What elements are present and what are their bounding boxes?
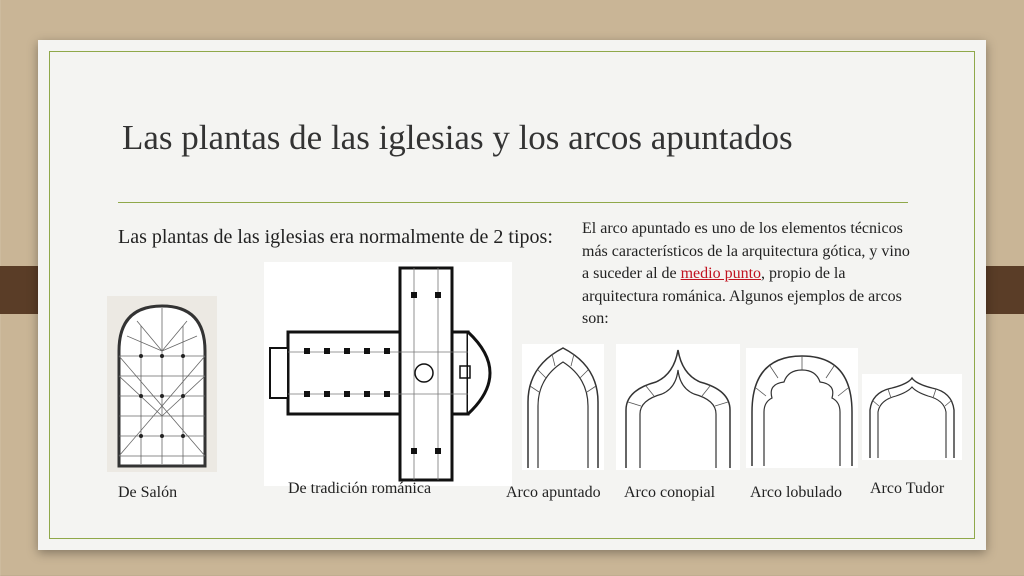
romanesque-church-plan-image	[264, 262, 512, 486]
caption-arco-conopial: Arco conopial	[624, 484, 716, 501]
title-divider	[118, 202, 908, 203]
ogee-arch-image	[616, 344, 740, 470]
lobed-arch-image	[746, 348, 858, 468]
caption-arco-apuntado: Arco apuntado	[506, 484, 601, 501]
slide-card	[38, 40, 986, 550]
hall-church-plan-image	[107, 296, 217, 472]
arch-description	[582, 218, 912, 331]
arch-description-start: El arco apuntado es uno de los elementos técnicos más característicos de la arquitectura gótica, y vino a suceder al de	[582, 220, 910, 282]
intro-text: Las plantas de las iglesias era normalmente de 2 tipos:	[118, 226, 553, 248]
arch-description-end: , propio de la arquitectura románica. Algunos ejemplos de arcos son:	[582, 265, 902, 327]
slide-title: Las plantas de las iglesias y los arcos apuntados	[122, 118, 793, 157]
caption-de-salon: De Salón	[118, 484, 178, 501]
tudor-arch-image	[862, 374, 962, 460]
medio-punto-link[interactable]: medio punto	[680, 265, 762, 282]
pointed-arch-image	[522, 344, 604, 470]
caption-romanica: De tradición románica	[288, 480, 432, 497]
caption-arco-lobulado: Arco lobulado	[750, 484, 842, 501]
caption-arco-tudor: Arco Tudor	[870, 480, 945, 497]
